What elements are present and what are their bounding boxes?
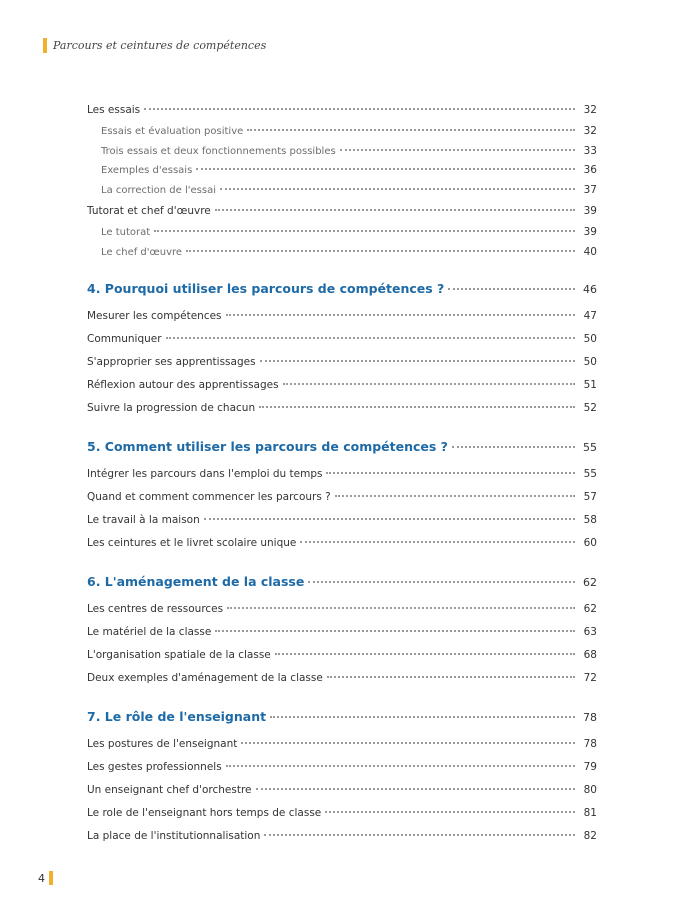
dot-leader xyxy=(327,676,575,678)
toc-entry xyxy=(87,397,597,420)
toc-label: Les ceintures et le livret scolaire unique xyxy=(87,537,297,549)
toc-entry xyxy=(87,486,597,509)
toc-chapter xyxy=(87,278,597,301)
toc-entry xyxy=(87,463,597,486)
toc-label: Les postures de l'enseignant xyxy=(87,738,238,750)
toc-page-number: 46 xyxy=(583,283,597,296)
toc-label: Un enseignant chef d'orchestre xyxy=(87,784,252,796)
dot-leader xyxy=(335,495,575,497)
toc-label: Suivre la progression de chacun xyxy=(87,402,256,414)
toc-entry xyxy=(87,305,597,328)
toc-page-number: 40 xyxy=(583,245,597,258)
toc-label: 4. Pourquoi utiliser les parcours de compétences ? xyxy=(87,281,445,296)
toc-page-number: 62 xyxy=(583,576,597,589)
toc-label: Quand et comment commencer les parcours ? xyxy=(87,491,331,503)
toc-page-number: 52 xyxy=(583,402,597,414)
toc-page-number: 50 xyxy=(583,356,597,368)
toc-label: 5. Comment utiliser les parcours de compétences ? xyxy=(87,439,448,454)
toc-page-number: 39 xyxy=(583,205,597,217)
toc-page-number: 63 xyxy=(583,626,597,638)
toc-page-number: 78 xyxy=(583,711,597,724)
toc-entry xyxy=(87,621,597,644)
dot-leader xyxy=(452,446,575,448)
toc-label: Exemples d'essais xyxy=(101,165,193,176)
toc-page-number: 80 xyxy=(583,784,597,796)
toc-entry xyxy=(87,328,597,351)
toc-sub xyxy=(87,181,597,201)
toc-page-number: 68 xyxy=(583,649,597,661)
toc-label: Essais et évaluation positive xyxy=(101,126,244,137)
header-title: Parcours et ceintures de compétences xyxy=(53,38,267,52)
dot-leader xyxy=(308,581,575,583)
toc-label: Réflexion autour des apprentissages xyxy=(87,379,279,391)
toc-label: La correction de l'essai xyxy=(101,184,216,196)
toc-page-number: 81 xyxy=(583,807,597,819)
toc-entry xyxy=(87,351,597,374)
dot-leader xyxy=(186,250,575,252)
toc-label: Les essais xyxy=(87,104,141,116)
toc-entry xyxy=(87,200,597,223)
toc-label: Mesurer les compétences xyxy=(87,310,222,322)
page-footer xyxy=(38,871,53,885)
toc-label: 7. Le rôle de l'enseignant xyxy=(87,709,267,724)
dot-leader xyxy=(340,149,575,151)
toc-entry xyxy=(87,667,597,690)
toc-page-number: 78 xyxy=(583,738,597,750)
toc-page-number: 37 xyxy=(583,183,597,196)
table-of-contents xyxy=(87,99,597,848)
toc-page-number: 50 xyxy=(583,333,597,345)
dot-leader xyxy=(166,337,575,339)
dot-leader xyxy=(204,518,575,520)
toc-page-number: 47 xyxy=(583,310,597,322)
dot-leader xyxy=(215,630,575,632)
header-accent-bar xyxy=(43,38,47,53)
toc-entry xyxy=(87,509,597,532)
dot-leader xyxy=(241,742,575,744)
toc-sub xyxy=(87,142,597,162)
toc-page-number: 33 xyxy=(583,144,597,157)
toc-page-number: 32 xyxy=(583,125,597,137)
toc-sub xyxy=(87,243,597,263)
toc-page-number: 36 xyxy=(583,164,597,176)
toc-label: L'organisation spatiale de la classe xyxy=(87,649,271,661)
toc-chapter xyxy=(87,706,597,729)
toc-label: Les gestes professionnels xyxy=(87,761,222,773)
dot-leader xyxy=(264,834,575,836)
dot-leader xyxy=(215,209,575,211)
toc-entry xyxy=(87,779,597,802)
toc-sub xyxy=(87,223,597,243)
dot-leader xyxy=(154,230,575,232)
dot-leader xyxy=(196,168,575,170)
toc-page-number: 60 xyxy=(583,537,597,549)
toc-entry xyxy=(87,99,597,122)
toc-entry xyxy=(87,644,597,667)
toc-entry xyxy=(87,598,597,621)
toc-chapter xyxy=(87,436,597,459)
toc-label: Trois essais et deux fonctionnements possibles xyxy=(101,145,336,157)
toc-entry xyxy=(87,802,597,825)
toc-label: Le role de l'enseignant hors temps de classe xyxy=(87,807,322,819)
toc-page-number: 55 xyxy=(583,468,597,480)
dot-leader xyxy=(256,788,575,790)
toc-page-number: 55 xyxy=(583,441,597,454)
running-header xyxy=(43,37,266,53)
toc-page-number: 51 xyxy=(583,379,597,391)
toc-page-number: 62 xyxy=(583,603,597,615)
dot-leader xyxy=(448,288,575,290)
toc-label: Le tutorat xyxy=(101,227,151,238)
toc-sub xyxy=(87,161,597,181)
toc-page-number: 39 xyxy=(583,226,597,238)
toc-label: Tutorat et chef d'œuvre xyxy=(87,205,211,217)
dot-leader xyxy=(325,811,575,813)
toc-label: S'approprier ses apprentissages xyxy=(87,356,256,368)
toc-label: Les centres de ressources xyxy=(87,603,224,615)
toc-label: Intégrer les parcours dans l'emploi du temps xyxy=(87,468,323,480)
toc-page-number: 57 xyxy=(583,491,597,503)
toc-label: Le chef d'œuvre xyxy=(101,246,183,258)
dot-leader xyxy=(275,653,575,655)
dot-leader xyxy=(247,129,575,131)
toc-entry xyxy=(87,374,597,397)
dot-leader xyxy=(144,108,575,110)
toc-entry xyxy=(87,825,597,848)
toc-label: Le matériel de la classe xyxy=(87,626,212,638)
toc-label: Deux exemples d'aménagement de la classe xyxy=(87,672,323,684)
toc-label: 6. L'aménagement de la classe xyxy=(87,574,305,589)
dot-leader xyxy=(227,607,575,609)
toc-page-number: 79 xyxy=(583,761,597,773)
dot-leader xyxy=(326,472,575,474)
toc-page-number: 32 xyxy=(583,104,597,116)
page-number: 4 xyxy=(38,871,45,885)
toc-label: La place de l'institutionnalisation xyxy=(87,830,261,842)
toc-label: Le travail à la maison xyxy=(87,514,200,526)
dot-leader xyxy=(220,188,575,190)
toc-entry xyxy=(87,756,597,779)
dot-leader xyxy=(226,314,575,316)
toc-entry xyxy=(87,733,597,756)
toc-page-number: 72 xyxy=(583,672,597,684)
dot-leader xyxy=(226,765,575,767)
dot-leader xyxy=(260,360,575,362)
dot-leader xyxy=(259,406,575,408)
footer-accent-bar xyxy=(49,871,53,885)
toc-page-number: 82 xyxy=(583,830,597,842)
dot-leader xyxy=(300,541,575,543)
toc-label: Communiquer xyxy=(87,333,162,345)
toc-entry xyxy=(87,532,597,555)
toc-sub xyxy=(87,122,597,142)
dot-leader xyxy=(270,716,575,718)
toc-page-number: 58 xyxy=(583,514,597,526)
toc-chapter xyxy=(87,571,597,594)
dot-leader xyxy=(283,383,575,385)
